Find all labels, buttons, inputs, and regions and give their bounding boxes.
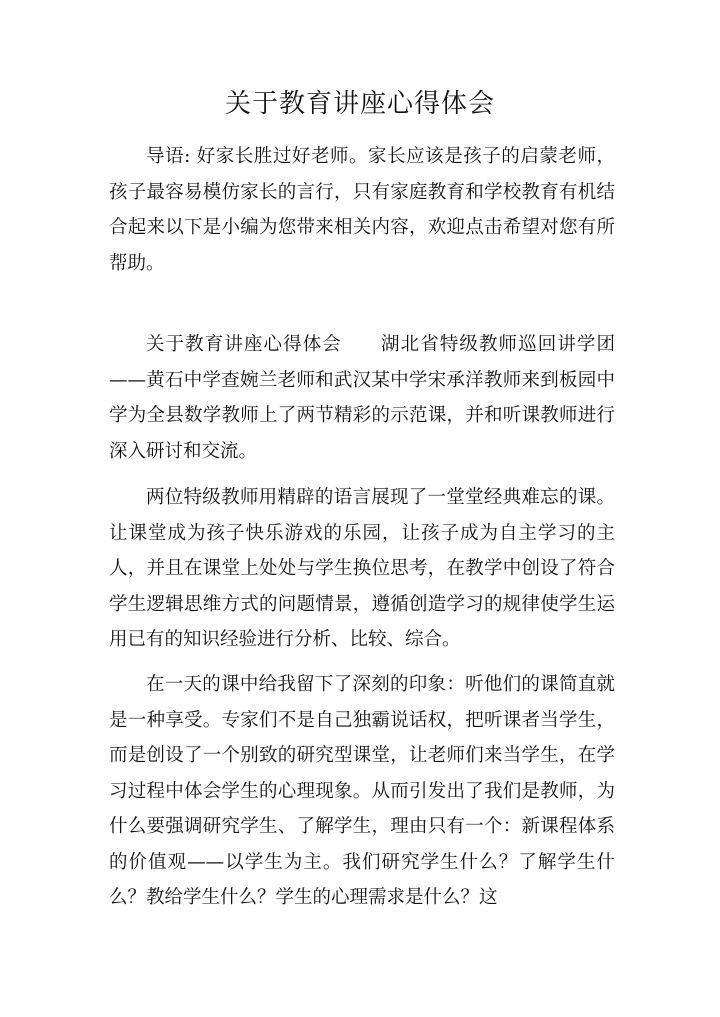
body-paragraph-2: 两位特级教师用精辟的语言展现了一堂堂经典难忘的课。让课堂成为孩子快乐游戏的乐园，让孩子成为自主学习的主人，并且在课堂上处处与学生换位思考，在教学中创设了符合学生逻辑思维方式的问题情景，遵循创造学习的规律使学生运用已有的知识经验进行分析、比较、综合。 <box>109 487 615 650</box>
body-paragraph-1: 关于教育讲座心得体会 湖北省特级教师巡回讲学团——黄石中学查婉兰老师和武汉某中学宋承洋教师来到板园中学为全县数学教师上了两节精彩的示范课，并和听课教师进行深入研讨和交流。 <box>109 334 615 462</box>
intro-paragraph: 导语: 好家长胜过好老师。家长应该是孩子的启蒙老师，孩子最容易模仿家长的言行，只有家庭教育和学校教育有机结合起来以下是小编为您带来相关内容，欢迎点击希望对您有所帮助。 <box>109 146 615 274</box>
body-paragraph-3: 在一天的课中给我留下了深刻的印象：听他们的课简直就是一种享受。专家们不是自己独霸说话权，把听课者当学生，而是创设了一个别致的研究型课堂，让老师们来当学生，在学习过程中体会学生的心理现象。从而引发出了我们是教师，为什么要强调研究学生、了解学生，理由只有一个：新课程体系的价值观——以学生为主。我们研究学生什么？了解学生什么？教给学生什么？学生的心理需求是什么？这 <box>109 674 615 908</box>
document-title: 关于教育讲座心得体会 <box>224 89 495 119</box>
